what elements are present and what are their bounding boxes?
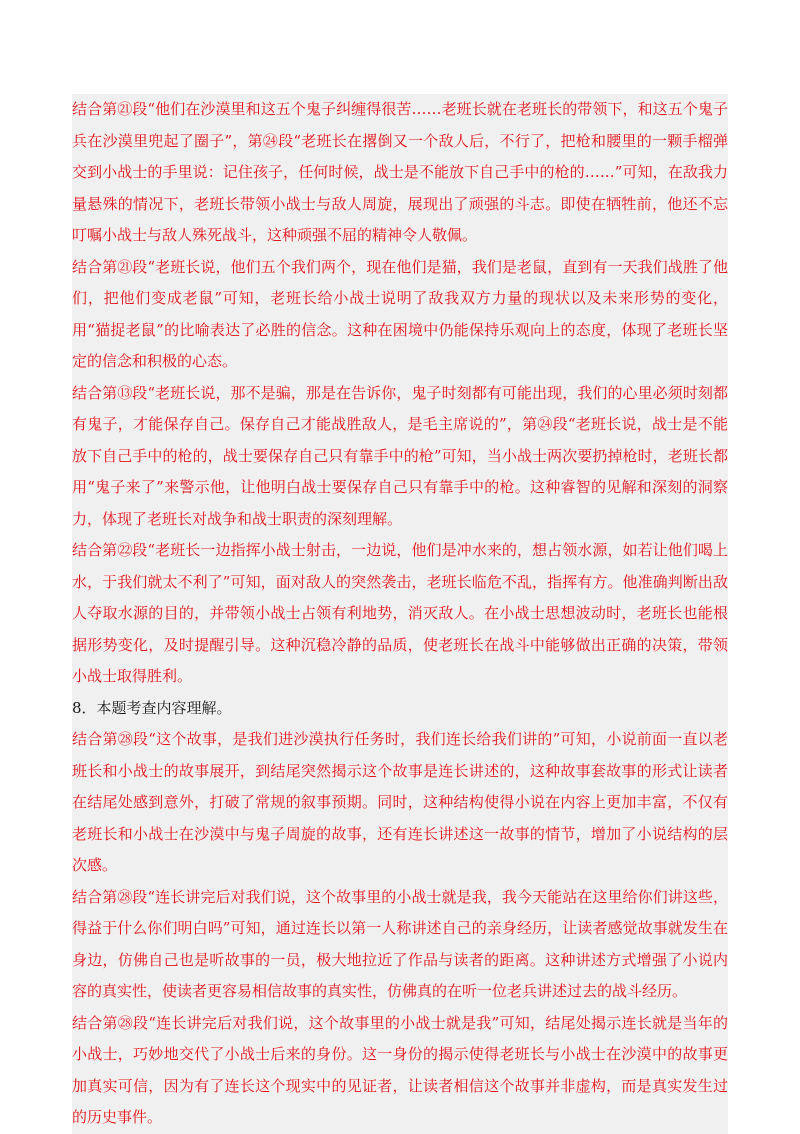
paragraph-analysis-7: 结合第㉘段“连长讲完后对我们说，这个故事里的小战士就是我”可知，结尾处揭示连长就是当年的小战士，巧妙地交代了小战士后来的身份。这一身份的揭示使得老班长与小战士在沙漠中的故事更加真实可信，因为有了连长这个现实中的见证者，让读者相信这个故事并非虚构，而是真实发生过的历史事件。 — [72, 1013, 728, 1126]
answer-text-block — [72, 94, 728, 1134]
paragraph-analysis-6: 结合第㉘段“连长讲完后对我们说，这个故事里的小战士就是我，我今天能站在这里给你们讲这些，得益于什么你们明白吗”可知，通过连长以第一人称讲述自己的亲身经历，让读者感觉故事就发生在身边，仿佛自己也是听故事的一员，极大地拉近了作品与读者的距离。这种讲述方式增强了小说内容的真实性，使读者更容易相信故事的真实性，仿佛真的在听一位老兵讲述过去的战斗经历。 — [72, 887, 728, 1000]
paragraph-analysis-1: 结合第㉑段“他们在沙漠里和这五个鬼子纠缠得很苦……老班长就在老班长的带领下，和这五个鬼子兵在沙漠里兜起了圈子”，第㉔段“老班长在撂倒又一个敌人后，不行了，把枪和腰里的一颗手榴弹交到小战士的手里说：记住孩子，任何时候，战士是不能放下自己手中的枪的……”可知，在敌我力量悬殊的情况下，老班长带领小战士与敌人周旋，展现出了顽强的斗志。即使在牺牲前，他还不忘叮嘱小战士与敌人殊死战斗，这种顽强不屈的精神令人敬佩。 — [72, 100, 728, 244]
question-8-heading: 8．本题考查内容理解。 — [72, 698, 232, 717]
paragraph-analysis-4: 结合第㉒段“老班长一边指挥小战士射击，一边说，他们是冲水来的，想占领水源，如若让他们喝上水，于我们就太不利了”可知，面对敌人的突然袭击，老班长临危不乱，指挥有方。他准确判断出敌人夺取水源的目的，并带领小战士占领有利地势，消灭敌人。在小战士思想波动时，老班长也能根据形势变化，及时提醒引导。这种沉稳冷静的品质，使老班长在战斗中能够做出正确的决策，带领小战士取得胜利。 — [72, 541, 728, 685]
paragraph-analysis-3: 结合第⑬段“老班长说，那不是骗，那是在告诉你，鬼子时刻都有可能出现，我们的心里必须时刻都有鬼子，才能保存自己。保存自己才能战胜敌人，是毛主席说的”，第㉔段“老班长说，战士是不能放下自己手中的枪的，战士要保存自己只有靠手中的枪”可知，当小战士两次要扔掉枪时，老班长都用“鬼子来了”来警示他，让他明白战士要保存自己只有靠手中的枪。这种睿智的见解和深刻的洞察力，体现了老班长对战争和战士职责的深刻理解。 — [72, 383, 728, 528]
paragraph-analysis-5: 结合第㉘段“这个故事，是我们进沙漠执行任务时，我们连长给我们讲的”可知，小说前面一直以老班长和小战士的故事展开，到结尾突然揭示这个故事是连长讲述的，这种故事套故事的形式让读者在结尾处感到意外，打破了常规的叙事预期。同时，这种结构使得小说在内容上更加丰富，不仅有老班长和小战士在沙漠中与鬼子周旋的故事，还有连长讲述这一故事的情节，增加了小说结构的层次感。 — [72, 730, 728, 874]
paragraph-analysis-2: 结合第㉑段“老班长说，他们五个我们两个，现在他们是猫，我们是老鼠，直到有一天我们战胜了他们，把他们变成老鼠”可知，老班长给小战士说明了敌我双方力量的现状以及未来形势的变化，用“猫捉老鼠”的比喻表达了必胜的信念。这种在困境中仍能保持乐观向上的态度，体现了老班长坚定的信念和积极的心态。 — [72, 257, 728, 370]
